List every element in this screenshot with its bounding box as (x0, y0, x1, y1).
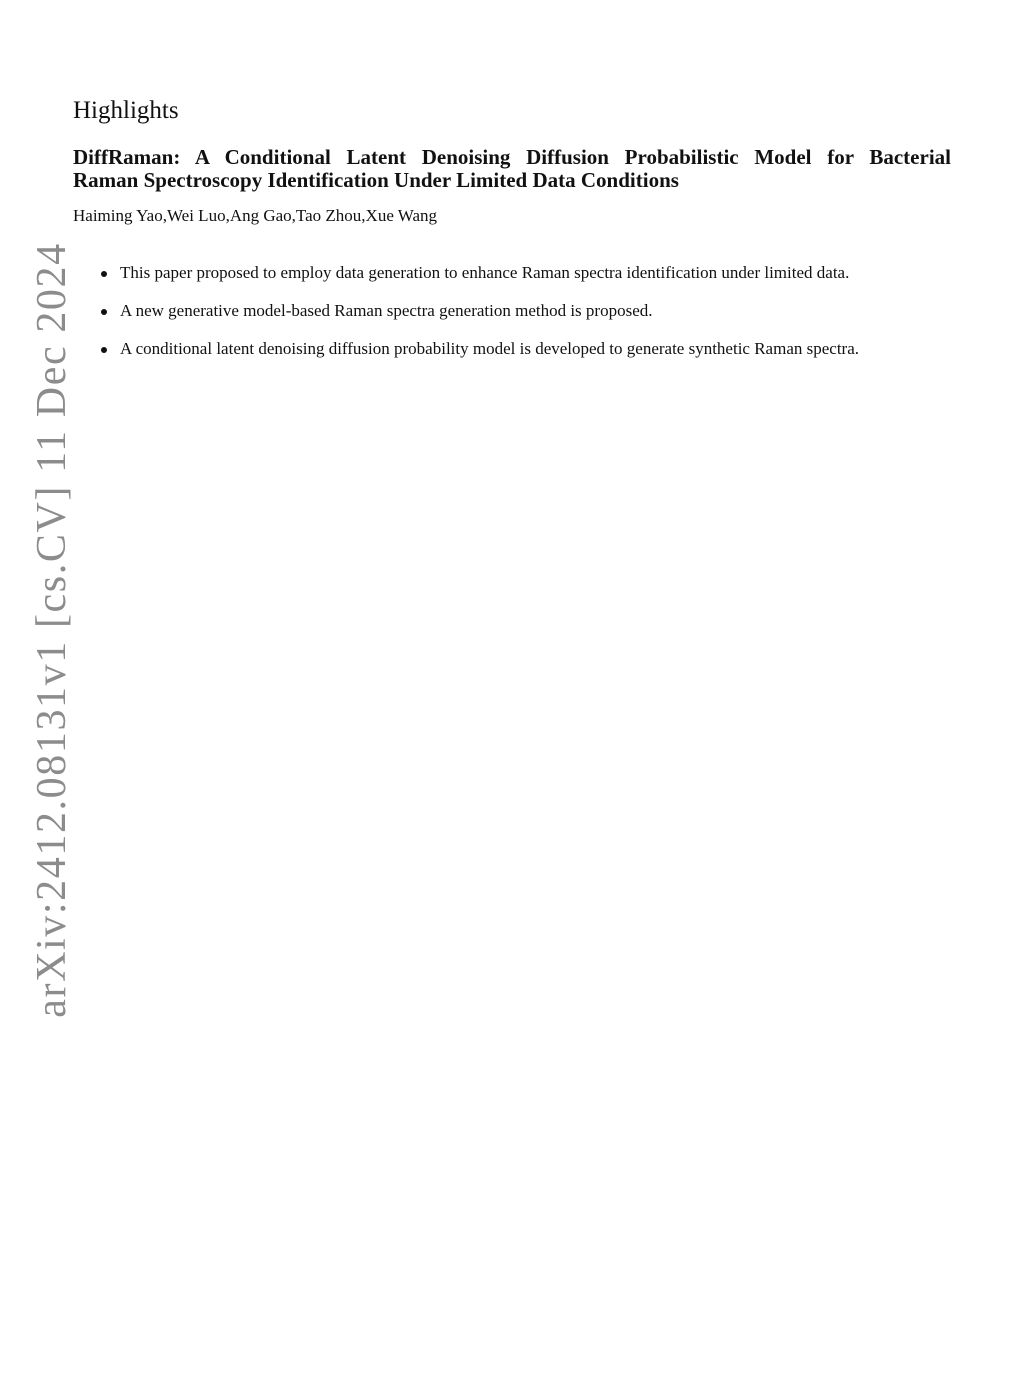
highlight-text: A new generative model-based Raman spectra generation method is proposed. (120, 301, 653, 320)
highlights-list (100, 262, 980, 376)
bullet-icon (101, 347, 107, 353)
paper-title (73, 146, 951, 192)
author-list: Haiming Yao,Wei Luo,Ang Gao,Tao Zhou,Xue Wang (73, 206, 438, 225)
highlight-item (100, 300, 980, 322)
paper-title-line-2: Raman Spectroscopy Identification Under Limited Data Conditions (73, 168, 679, 192)
bullet-icon (101, 271, 107, 277)
highlight-text: A conditional latent denoising diffusion probability model is developed to generate synthetic Raman spectra. (120, 339, 860, 358)
arxiv-identifier-stamp: arXiv:2412.08131v1 [cs.CV] 11 Dec 2024 (29, 242, 75, 1018)
highlight-item (100, 338, 980, 360)
highlights-heading: Highlights (73, 97, 179, 124)
paper-title-line-1: DiffRaman: A Conditional Latent Denoising Diffusion Probabilistic Model for Bacterial (73, 145, 951, 169)
bullet-icon (101, 309, 107, 315)
highlight-item (100, 262, 980, 284)
highlight-text: This paper proposed to employ data generation to enhance Raman spectra identification under limited data. (120, 263, 850, 282)
